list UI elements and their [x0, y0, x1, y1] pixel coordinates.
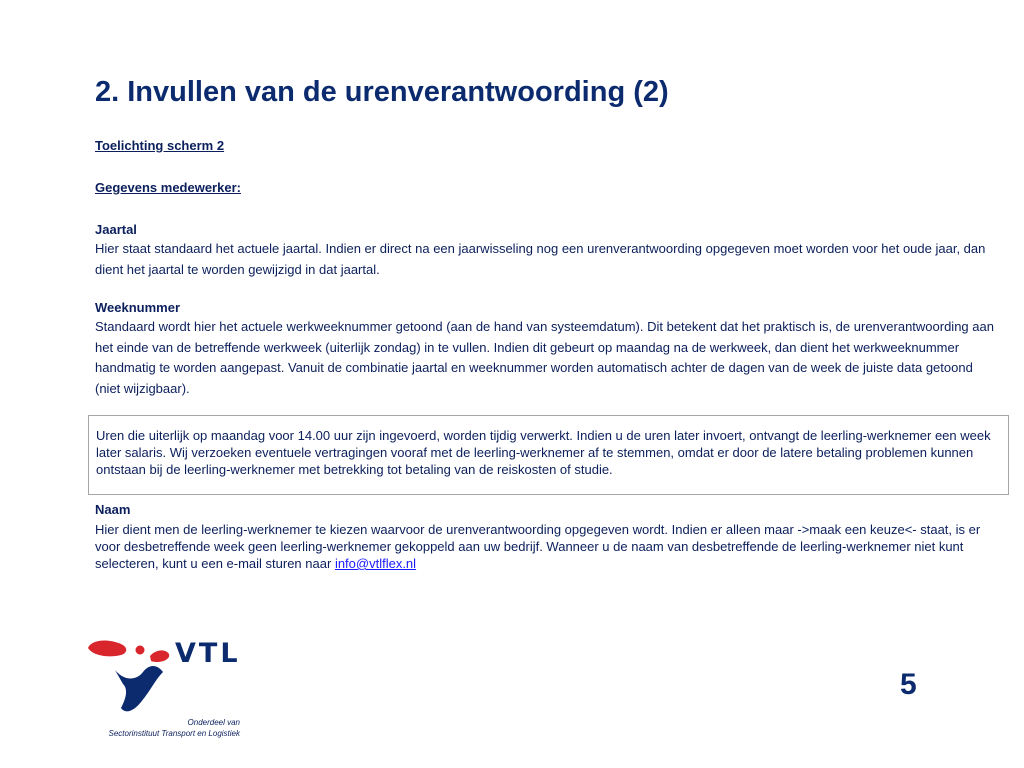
notice-text: Uren die uiterlijk op maandag voor 14.00 uur zijn ingevoerd, worden tijdig verwerkt. Indien u de uren later invoert, ontvangt de leerling-werknemer een week later salaris. Wij verzoeken eventuele vertragingen vooraf met de leerling-werknemer af te stemmen, omdat er door de latere betaling problemen kunnen ontstaan bij de leerling-werknemer met betrekking tot betaling van de reiskosten of studie.: [96, 428, 991, 477]
email-link[interactable]: info@vtlflex.nl: [334, 556, 417, 571]
page-number: 5: [900, 668, 917, 701]
jaartal-text: Hier staat standaard het actuele jaartal. Indien er direct na een jaarwisseling nog een urenverantwoording opgegeven moet worden voor het oude jaar, dan dient het jaartal te worden gewijzigd in dat jaartal.: [95, 241, 986, 277]
jaartal-section: [95, 222, 995, 280]
naam-text-block: [95, 521, 1000, 572]
weeknummer-heading: Weeknummer: [95, 300, 181, 315]
content-area: [95, 138, 995, 399]
naam-text: Hier dient men de leerling-werknemer te kiezen waarvoor de urenverantwoording opgegeven wordt. Indien er alleen maar ->maak een keuze<- staat, is er voor desbetreffende week geen leerling-werknemer gekoppeld aan uw bedrijf. Wanneer u de naam van desbetreffende de leerling-werknemer niet kunt selecteren, kunt u een e-mail sturen naar: [95, 522, 981, 571]
naam-heading: Naam: [95, 502, 131, 517]
logo-subtitle: [85, 717, 240, 739]
weeknummer-text: Standaard wordt hier het actuele werkweeknummer getoond (aan de hand van systeemdatum). Dit betekent dat het praktisch is, de urenverantwoording aan het einde van de betreffende werkweek (uiterlijk zondag) in te vullen. Indien dit gebeurt op maandag na de werkweek, dan dient het werkweeknummer handmatig te worden aangepast. Vanuit de combinatie jaartal en weeknummer worden automatisch achter de dagen van de week de juiste data getoond (niet wijzigbaar).: [95, 319, 994, 396]
logo-sub-line1: Onderdeel van: [187, 718, 240, 727]
vtl-logo-mark-icon: [88, 641, 169, 712]
jaartal-heading: Jaartal: [95, 222, 137, 237]
page-title: 2. Invullen van de urenverantwoording (2): [95, 76, 669, 108]
logo-sub-line2: Sectorinstituut Transport en Logistiek: [108, 729, 240, 738]
naam-section: [95, 502, 1000, 572]
section-heading: Gegevens medewerker:: [95, 180, 241, 195]
logo-wordmark: VTL: [175, 638, 241, 669]
subtitle: Toelichting scherm 2: [95, 138, 225, 153]
notice-box: [88, 415, 1009, 495]
weeknummer-section: [95, 300, 995, 399]
